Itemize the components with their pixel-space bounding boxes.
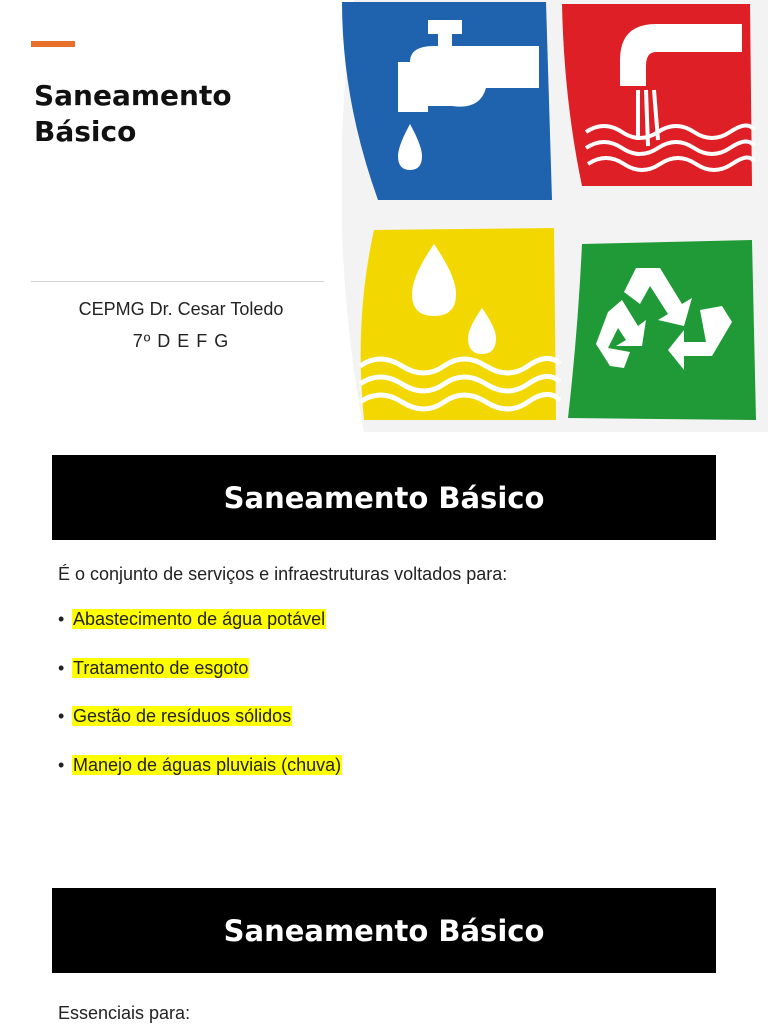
accent-bar (31, 41, 75, 47)
services-list (58, 609, 342, 803)
slide-title-line-1: Saneamento (34, 79, 232, 112)
slide-title-line-2: Básico (34, 115, 137, 148)
intro-text: Essenciais para: (58, 1003, 191, 1023)
highlighted-text: Tratamento de esgoto (73, 657, 249, 678)
intro-text: É o conjunto de serviços e infraestruturas voltados para: (58, 564, 508, 584)
highlighted-text: Gestão de resíduos sólidos (73, 706, 292, 726)
list-item: • Tratamento de esgoto (58, 657, 249, 678)
divider (31, 281, 347, 282)
list-item: • Gestão de resíduos sólidos (58, 706, 292, 726)
section-heading: Saneamento Básico (223, 913, 545, 948)
section-heading-bar (52, 455, 716, 540)
hot-water-tap-icon (562, 4, 754, 186)
water-tap-icon (342, 2, 552, 200)
section-heading-bar (52, 888, 716, 973)
recycle-icon (568, 240, 756, 420)
list-item: • Abastecimento de água potável (58, 609, 326, 629)
highlighted-text: Manejo de águas pluviais (chuva) (73, 754, 342, 775)
school-name: CEPMG Dr. Cesar Toledo (78, 299, 284, 319)
class-list: 7º D E F G (132, 331, 230, 351)
list-item: • Manejo de águas pluviais (chuva) (58, 754, 342, 775)
title-slide (0, 0, 768, 432)
water-drops-icon (360, 228, 560, 420)
slide-title (34, 78, 324, 150)
sanitation-icons-graphic (324, 0, 768, 432)
section-heading: Saneamento Básico (223, 480, 545, 515)
highlighted-text: Abastecimento de água potável (73, 609, 326, 629)
